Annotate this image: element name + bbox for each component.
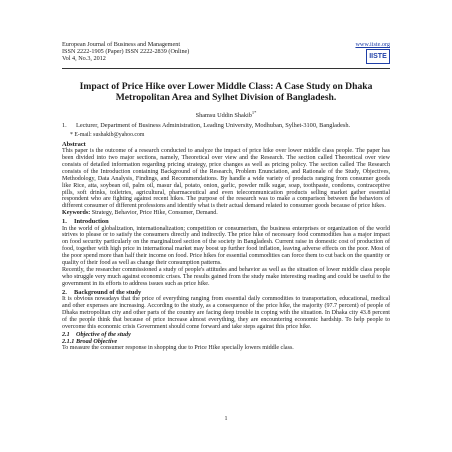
- abstract-text: This paper is the outcome of a research conducted to analyze the impact of price hike over lower middle class people. The paper has been divided into two major sections, namely, Theoretical over view and the Research. The section called Theoretical over view consists of detailed information regarding pricing strategy, price changes as well as pricing policy. The section called The Research consists of the Introduction containing Background of the Research, Problem Enunciation, and Rationale of the Study, Objectives, Methodology, Data Analysis, Findings, and Recommendations. By handle a wide variety of products ranging from consumer goods like Rice, atta, soybean oil, palm oil, masur dal, potato, onion, garlic, powder milk sugar, soap, toothpaste, condoms, contraceptive pills, soft drinks, toiletries, agricultural, pharmaceutical and even telecommunication products selling market gather essential respondent who are fighting against recent hikes. The purpose of the research was to make a comparison between the behaviors of different consumer of different professions and identify what is their actual demand related to consumer goods because of price hikes.: [62, 148, 390, 210]
- subsection-title: Broad Objective: [76, 338, 118, 346]
- journal-issn: ISSN 2222-1905 (Paper) ISSN 2222-2839 (Online): [62, 48, 190, 56]
- introduction-paragraph: In the world of globalization, internationalization; competition or consumerism, the business enterprises or organization of the world strives to please or to satisfy the consumers directly and indirectly. The price hike of necessary food commodities has a major impact on food security particularly on the marginalized section of the society in Bangladesh. Current raise in domestic cost of production of food, together with high price in international market may boost up further food inflation, leaving adverse effects on the poor. Most of the poor spend more than half their income on food. Price hikes for essential commodities can force them to cut back on the quantity or quality of their food as well as change their consumption patterns.: [62, 225, 390, 267]
- section-title: Introduction: [74, 218, 109, 226]
- affiliation: [62, 122, 390, 130]
- journal-name: European Journal of Business and Management: [62, 41, 181, 48]
- keywords-label: Keywords:: [62, 210, 91, 217]
- subsection-number: 2.1.1: [62, 338, 75, 346]
- affiliation-text: Lecturer, Department of Business Administration, Leading University, Modhuban, Sylhet-3100, Bangladesh.: [76, 122, 351, 130]
- iiste-logo: IISTE: [366, 49, 390, 64]
- section-title: Background of the study: [74, 288, 142, 296]
- paper-title: Impact of Price Hike over Lower Middle Class: A Case Study on Dhaka Metropolitan Area and Sylhet Division of Bangladesh.: [79, 80, 373, 103]
- keywords-line: [62, 210, 390, 217]
- abstract-heading: Abstract: [62, 140, 86, 148]
- journal-header: [62, 41, 390, 63]
- page-number: 1: [224, 416, 228, 422]
- section-number: 2.: [62, 288, 67, 296]
- subsection-title: Objective of the study: [76, 330, 131, 338]
- broad-objective-text: To measure the consumer response in shopping due to Price Hike specially lowers middle class.: [62, 345, 294, 352]
- subsection-heading-objective: [62, 331, 390, 338]
- affiliation-number: 1.: [62, 122, 67, 130]
- journal-url-link[interactable]: www.iiste.org: [355, 41, 390, 48]
- journal-header-right: [355, 41, 390, 64]
- section-heading-introduction: [62, 218, 390, 225]
- background-paragraph: It is obvious nowadays that the price of everything ranging from essential daily commodities to transportation, educational, medical and other expenses are increasing. According to the study, as a consequence of the price hike, the majority (97.7 percent) of people of Dhaka metropolitan city and other parts of the country are facing deep trouble in coping with the situation. In Dhaka city 43.8 percent of the people think that because of price increase almost everything, they are encountering economic hardship. To help people to overcome this economic crisis Government should come forward and take steps against this price hike.: [62, 296, 390, 330]
- author-name: Shamsu Uddin Shakib: [195, 111, 252, 119]
- keywords-text: Strategy, Behavior, Price Hike, Consumer, Demand.: [91, 210, 218, 217]
- author-email: * E-mail: sushakib@yahoo.com: [70, 131, 145, 138]
- author-mark: 1*: [251, 109, 257, 115]
- section-number: 1.: [62, 218, 67, 226]
- header-rule: [62, 68, 390, 69]
- journal-volume: Vol 4, No.3, 2012: [62, 55, 106, 63]
- author-line: [62, 109, 390, 120]
- subsection-number: 2.1: [62, 330, 70, 338]
- introduction-paragraph: Recently, the researcher commissioned a study of people's attitudes and behavior as well as the situation of lower middle class people who struggle very much against economic crises. The results gained from the study make interesting reading and could be useful to the government in its efforts to address issues such as price hike.: [62, 267, 390, 287]
- subsection-heading-broad-objective: [62, 338, 390, 345]
